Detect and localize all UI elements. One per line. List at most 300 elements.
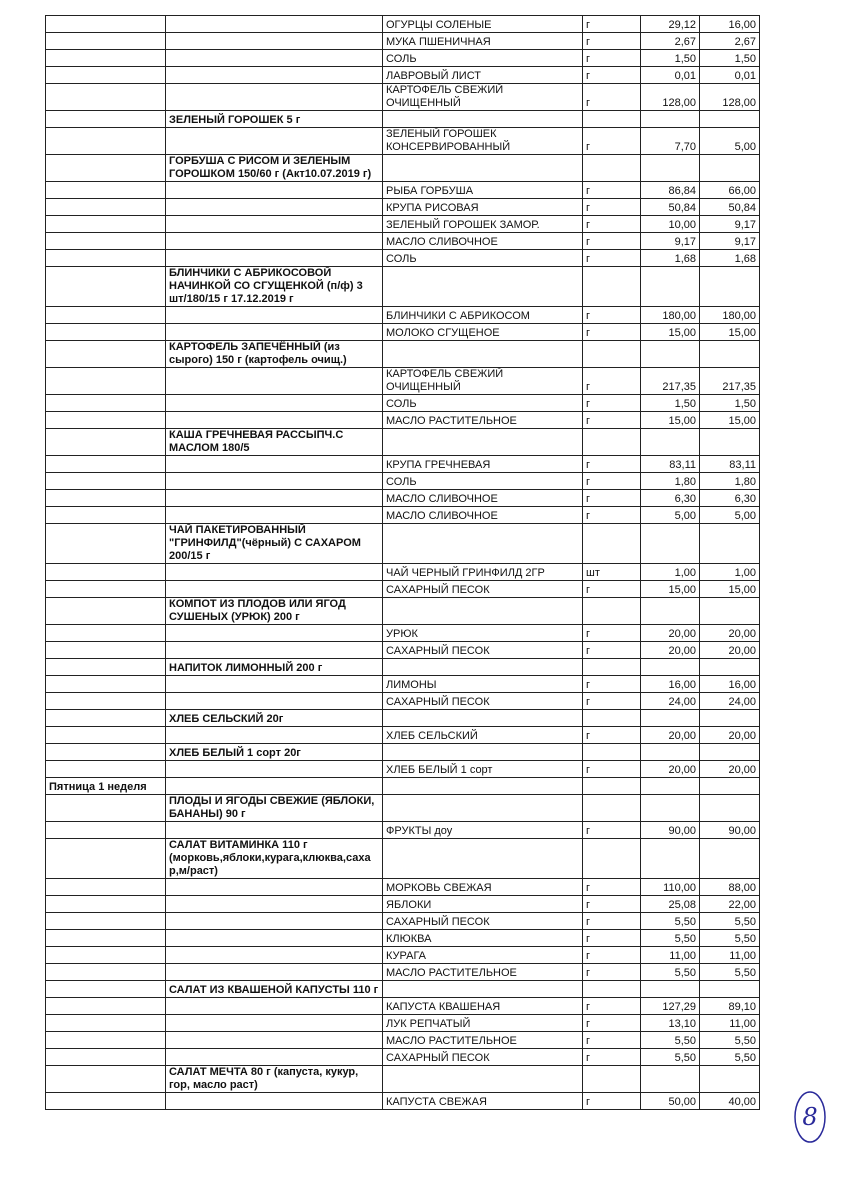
ingredient-name: КЛЮКВА [383,930,583,947]
day-cell [46,490,166,507]
gross-weight: 0,01 [641,67,700,84]
unit-value: г [583,84,641,111]
ingredient-row [46,233,760,250]
net-cell [700,981,760,998]
gross-weight: 50,00 [641,1093,700,1110]
day-cell [46,1015,166,1032]
unit-cell [583,267,641,307]
ingredient-cell [383,839,583,879]
ingredient-cell [383,341,583,368]
gross-cell [641,744,700,761]
ingredient-name: КУРАГА [383,947,583,964]
ingredient-name: САХАРНЫЙ ПЕСОК [383,642,583,659]
ingredient-name: МАСЛО СЛИВОЧНОЕ [383,507,583,524]
dish-cell [166,182,383,199]
net-weight: 66,00 [700,182,760,199]
ingredient-row [46,33,760,50]
ingredient-name: СОЛЬ [383,50,583,67]
ingredient-row [46,490,760,507]
unit-value: шт [583,564,641,581]
dish-cell [166,412,383,429]
dish-name: ХЛЕБ БЕЛЫЙ 1 сорт 20г [166,744,383,761]
gross-weight: 5,00 [641,507,700,524]
unit-cell [583,111,641,128]
ingredient-row [46,412,760,429]
dish-cell [166,1015,383,1032]
gross-weight: 1,50 [641,50,700,67]
day-cell [46,341,166,368]
day-cell [46,507,166,524]
net-weight: 217,35 [700,368,760,395]
unit-cell [583,659,641,676]
unit-value: г [583,822,641,839]
day-cell [46,111,166,128]
net-cell [700,1066,760,1093]
unit-value: г [583,625,641,642]
ingredient-name: ХЛЕБ БЕЛЫЙ 1 сорт [383,761,583,778]
unit-value: г [583,642,641,659]
net-weight: 1,68 [700,250,760,267]
ingredient-cell [383,598,583,625]
gross-weight: 180,00 [641,307,700,324]
gross-cell [641,524,700,564]
dish-row [46,429,760,456]
gross-weight: 24,00 [641,693,700,710]
dish-cell [166,199,383,216]
dish-cell [166,693,383,710]
day-cell [46,1093,166,1110]
net-weight: 5,50 [700,930,760,947]
unit-value: г [583,16,641,33]
ingredient-row [46,324,760,341]
dish-cell [166,216,383,233]
ingredient-row [46,395,760,412]
dish-cell [166,1049,383,1066]
ingredient-cell [383,981,583,998]
unit-value: г [583,761,641,778]
gross-cell [641,341,700,368]
ingredient-name: СОЛЬ [383,250,583,267]
unit-value: г [583,1049,641,1066]
dish-row [46,1066,760,1093]
gross-weight: 1,68 [641,250,700,267]
ingredient-name: КАРТОФЕЛЬ СВЕЖИЙ ОЧИЩЕННЫЙ [383,84,583,111]
day-cell [46,761,166,778]
day-cell [46,642,166,659]
net-weight: 83,11 [700,456,760,473]
dish-cell [166,896,383,913]
ingredient-row [46,930,760,947]
net-weight: 90,00 [700,822,760,839]
ingredient-name: МАСЛО РАСТИТЕЛЬНОЕ [383,964,583,981]
gross-weight: 86,84 [641,182,700,199]
dish-cell [166,250,383,267]
ingredient-name: РЫБА ГОРБУША [383,182,583,199]
ingredient-row [46,1015,760,1032]
dish-name: ЗЕЛЕНЫЙ ГОРОШЕК 5 г [166,111,383,128]
ingredient-cell [383,267,583,307]
dish-cell [166,307,383,324]
unit-value: г [583,507,641,524]
unit-value: г [583,693,641,710]
dish-name: САЛАТ ВИТАМИНКА 110 г (морковь,яблоки,курага,клюква,саха р,м/раст) [166,839,383,879]
dish-row [46,598,760,625]
unit-cell [583,429,641,456]
day-cell [46,795,166,822]
dish-cell [166,964,383,981]
net-weight: 20,00 [700,761,760,778]
day-cell [46,267,166,307]
day-cell [46,564,166,581]
net-weight: 1,00 [700,564,760,581]
day-cell [46,395,166,412]
gross-weight: 2,67 [641,33,700,50]
net-weight: 40,00 [700,1093,760,1110]
dish-cell [166,233,383,250]
unit-value: г [583,1032,641,1049]
net-weight: 9,17 [700,233,760,250]
ingredient-name: КАРТОФЕЛЬ СВЕЖИЙ ОЧИЩЕННЫЙ [383,368,583,395]
ingredient-row [46,964,760,981]
ingredient-row [46,50,760,67]
ingredient-name: САХАРНЫЙ ПЕСОК [383,1049,583,1066]
net-weight: 5,50 [700,913,760,930]
unit-value: г [583,324,641,341]
ingredient-name: МОЛОКО СГУЩЕНОЕ [383,324,583,341]
gross-cell [641,111,700,128]
ingredient-name: МОРКОВЬ СВЕЖАЯ [383,879,583,896]
ingredient-row [46,727,760,744]
ingredient-row [46,642,760,659]
day-cell [46,1066,166,1093]
day-cell [46,524,166,564]
ingredient-cell [383,659,583,676]
gross-weight: 5,50 [641,930,700,947]
dish-name: ГОРБУША С РИСОМ И ЗЕЛЕНЫМ ГОРОШКОМ 150/60 г (Акт10.07.2019 г) [166,155,383,182]
ingredient-cell [383,524,583,564]
unit-value: г [583,913,641,930]
dish-name: ЧАЙ ПАКЕТИРОВАННЫЙ "ГРИНФИЛД"(чёрный) С САХАРОМ 200/15 г [166,524,383,564]
dish-name: КАРТОФЕЛЬ ЗАПЕЧЁННЫЙ (из сырого) 150 г (картофель очищ.) [166,341,383,368]
net-weight: 5,00 [700,128,760,155]
dish-name: ХЛЕБ СЕЛЬСКИЙ 20г [166,710,383,727]
dish-cell [166,564,383,581]
net-weight: 1,80 [700,473,760,490]
dish-row [46,524,760,564]
unit-value: г [583,1015,641,1032]
dish-cell [166,50,383,67]
unit-cell [583,155,641,182]
gross-weight: 128,00 [641,84,700,111]
day-cell [46,981,166,998]
gross-cell [641,795,700,822]
ingredient-name: СОЛЬ [383,395,583,412]
dish-cell [166,395,383,412]
dish-cell [166,625,383,642]
page-number-text: 8 [802,1103,818,1131]
unit-value: г [583,896,641,913]
dish-cell [166,473,383,490]
dish-cell [166,67,383,84]
dish-cell [166,947,383,964]
gross-cell [641,429,700,456]
dish-row [46,710,760,727]
net-weight: 1,50 [700,50,760,67]
dish-cell [166,581,383,598]
gross-weight: 29,12 [641,16,700,33]
gross-weight: 11,00 [641,947,700,964]
unit-value: г [583,216,641,233]
dish-cell [166,778,383,795]
gross-weight: 16,00 [641,676,700,693]
unit-value: г [583,50,641,67]
dish-cell [166,913,383,930]
net-weight: 11,00 [700,947,760,964]
unit-value: г [583,67,641,84]
net-cell [700,155,760,182]
ingredient-cell [383,429,583,456]
gross-cell [641,839,700,879]
gross-cell [641,659,700,676]
gross-weight: 10,00 [641,216,700,233]
day-cell [46,50,166,67]
gross-weight: 20,00 [641,761,700,778]
day-cell [46,412,166,429]
dish-name: ПЛОДЫ И ЯГОДЫ СВЕЖИЕ (ЯБЛОКИ, БАНАНЫ) 90 г [166,795,383,822]
day-cell [46,307,166,324]
net-cell [700,267,760,307]
ingredient-row [46,1049,760,1066]
ingredient-row [46,250,760,267]
gross-weight: 110,00 [641,879,700,896]
dish-row [46,341,760,368]
net-cell [700,795,760,822]
net-weight: 11,00 [700,1015,760,1032]
gross-cell [641,267,700,307]
day-cell [46,250,166,267]
day-cell [46,659,166,676]
net-cell [700,111,760,128]
net-weight: 24,00 [700,693,760,710]
ingredient-cell [383,1066,583,1093]
unit-cell [583,778,641,795]
net-weight: 22,00 [700,896,760,913]
ingredient-row [46,879,760,896]
ingredient-row [46,625,760,642]
dish-cell [166,822,383,839]
ingredient-name: МАСЛО РАСТИТЕЛЬНОЕ [383,412,583,429]
dish-row [46,267,760,307]
net-cell [700,778,760,795]
ingredient-row [46,1093,760,1110]
day-cell [46,879,166,896]
unit-value: г [583,412,641,429]
ingredient-name: ЧАЙ ЧЕРНЫЙ ГРИНФИЛД 2ГР [383,564,583,581]
ingredient-name: МАСЛО РАСТИТЕЛЬНОЕ [383,1032,583,1049]
dish-name: КОМПОТ ИЗ ПЛОДОВ ИЛИ ЯГОД СУШЕНЫХ (УРЮК) 200 г [166,598,383,625]
gross-cell [641,598,700,625]
net-weight: 2,67 [700,33,760,50]
gross-cell [641,1066,700,1093]
day-cell [46,84,166,111]
net-cell [700,429,760,456]
unit-value: г [583,930,641,947]
unit-value: г [583,473,641,490]
ingredient-name: САХАРНЫЙ ПЕСОК [383,581,583,598]
unit-value: г [583,307,641,324]
ingredient-name: ЗЕЛЕНЫЙ ГОРОШЕК КОНСЕРВИРОВАННЫЙ [383,128,583,155]
ingredient-name: МУКА ПШЕНИЧНАЯ [383,33,583,50]
gross-weight: 5,50 [641,964,700,981]
unit-cell [583,981,641,998]
net-weight: 180,00 [700,307,760,324]
dish-cell [166,642,383,659]
gross-weight: 15,00 [641,324,700,341]
gross-weight: 25,08 [641,896,700,913]
dish-cell [166,456,383,473]
ingredient-row [46,182,760,199]
ingredient-name: МАСЛО СЛИВОЧНОЕ [383,233,583,250]
dish-row [46,155,760,182]
ingredient-row [46,199,760,216]
dish-name: САЛАТ МЕЧТА 80 г (капуста, кукур, гор, масло раст) [166,1066,383,1093]
day-cell [46,199,166,216]
dish-cell [166,1032,383,1049]
day-cell [46,598,166,625]
dish-cell [166,128,383,155]
unit-cell [583,744,641,761]
unit-value: г [583,879,641,896]
ingredient-name: ЛИМОНЫ [383,676,583,693]
day-cell [46,625,166,642]
unit-value: г [583,947,641,964]
unit-value: г [583,676,641,693]
dish-cell [166,368,383,395]
dish-name: САЛАТ ИЗ КВАШЕНОЙ КАПУСТЫ 110 г [166,981,383,998]
ingredient-name: ЛУК РЕПЧАТЫЙ [383,1015,583,1032]
net-weight: 20,00 [700,727,760,744]
ingredient-row [46,822,760,839]
ingredient-cell [383,744,583,761]
gross-weight: 127,29 [641,998,700,1015]
day-cell [46,182,166,199]
gross-cell [641,778,700,795]
unit-cell [583,524,641,564]
ingredient-name: КАПУСТА КВАШЕНАЯ [383,998,583,1015]
day-cell [46,930,166,947]
unit-value: г [583,1093,641,1110]
net-weight: 6,30 [700,490,760,507]
ingredient-row [46,84,760,111]
ingredient-cell [383,710,583,727]
ingredient-row [46,368,760,395]
recipe-table [45,15,760,1110]
gross-weight: 9,17 [641,233,700,250]
gross-weight: 5,50 [641,1049,700,1066]
dish-row [46,839,760,879]
net-weight: 5,50 [700,964,760,981]
ingredient-name: ЛАВРОВЫЙ ЛИСТ [383,67,583,84]
net-cell [700,710,760,727]
day-cell [46,1049,166,1066]
day-cell [46,33,166,50]
gross-weight: 13,10 [641,1015,700,1032]
ingredient-name: САХАРНЫЙ ПЕСОК [383,693,583,710]
ingredient-name: САХАРНЫЙ ПЕСОК [383,913,583,930]
net-cell [700,659,760,676]
dish-cell [166,998,383,1015]
day-cell [46,216,166,233]
ingredient-name: БЛИНЧИКИ С АБРИКОСОМ [383,307,583,324]
ingredient-row [46,564,760,581]
gross-weight: 1,50 [641,395,700,412]
ingredient-name: ЯБЛОКИ [383,896,583,913]
gross-weight: 83,11 [641,456,700,473]
net-cell [700,341,760,368]
day-cell [46,473,166,490]
net-cell [700,839,760,879]
day-cell [46,233,166,250]
unit-value: г [583,182,641,199]
net-cell [700,524,760,564]
day-cell [46,913,166,930]
gross-cell [641,155,700,182]
ingredient-name: КАПУСТА СВЕЖАЯ [383,1093,583,1110]
dish-cell [166,507,383,524]
unit-value: г [583,964,641,981]
handwritten-page-number [793,1090,827,1144]
dish-cell [166,930,383,947]
day-cell [46,155,166,182]
ingredient-name: ОГУРЦЫ СОЛЕНЫЕ [383,16,583,33]
day-cell [46,947,166,964]
day-cell [46,676,166,693]
net-weight: 16,00 [700,16,760,33]
ingredient-name: ФРУКТЫ доу [383,822,583,839]
dish-cell [166,490,383,507]
gross-weight: 6,30 [641,490,700,507]
net-weight: 15,00 [700,581,760,598]
unit-cell [583,795,641,822]
net-weight: 20,00 [700,625,760,642]
ingredient-row [46,67,760,84]
day-cell [46,822,166,839]
unit-value: г [583,727,641,744]
unit-value: г [583,490,641,507]
gross-weight: 7,70 [641,128,700,155]
ingredient-name: СОЛЬ [383,473,583,490]
net-weight: 16,00 [700,676,760,693]
unit-value: г [583,199,641,216]
ingredient-row [46,693,760,710]
day-cell [46,727,166,744]
gross-weight: 217,35 [641,368,700,395]
dish-cell [166,1093,383,1110]
gross-weight: 1,00 [641,564,700,581]
gross-weight: 5,50 [641,1032,700,1049]
ingredient-name: КРУПА ГРЕЧНЕВАЯ [383,456,583,473]
dish-cell [166,761,383,778]
net-weight: 9,17 [700,216,760,233]
ingredient-row [46,16,760,33]
gross-weight: 20,00 [641,625,700,642]
ingredient-cell [383,778,583,795]
ingredient-name: КРУПА РИСОВАЯ [383,199,583,216]
day-cell [46,744,166,761]
day-cell [46,693,166,710]
net-cell [700,598,760,625]
ingredient-row [46,581,760,598]
